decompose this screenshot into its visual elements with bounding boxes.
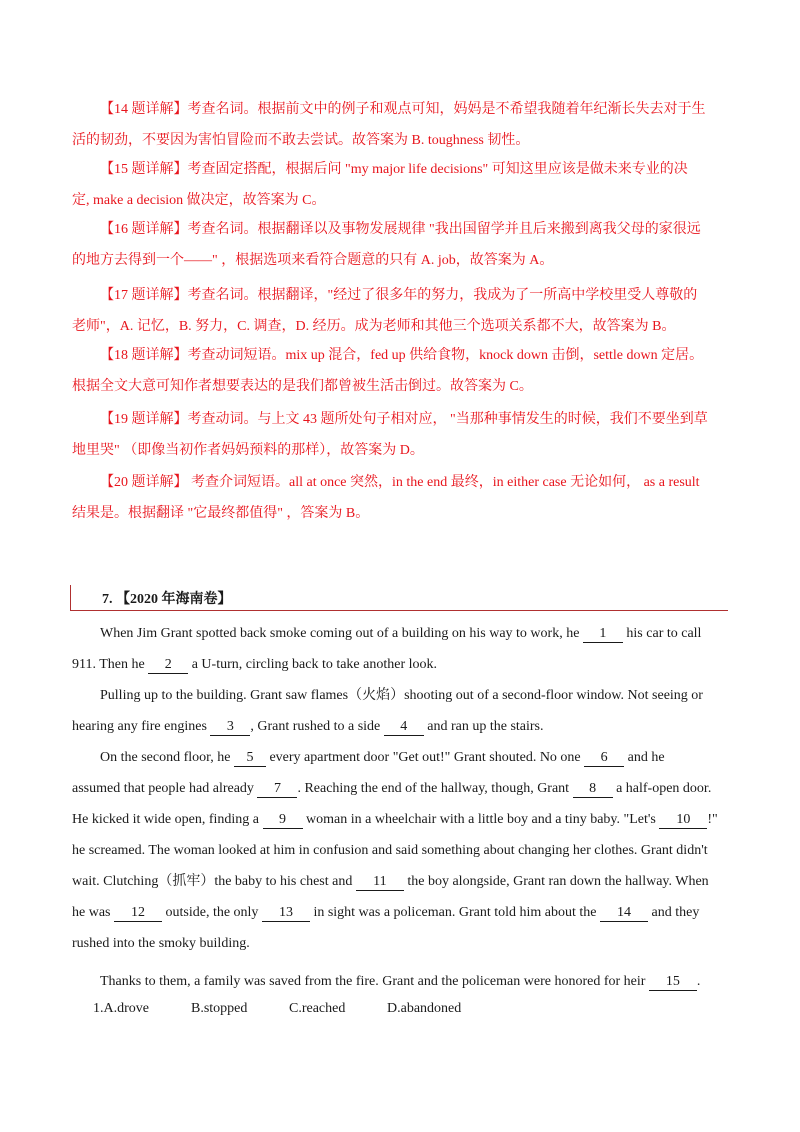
passage-text: When Jim Grant spotted back smoke coming out of a building on his way to work, he (100, 626, 583, 641)
passage-text: his car to call (622, 626, 702, 641)
blank-1[interactable]: 1 (583, 626, 623, 643)
passage-text: a U-turn, circling back to take another look. (188, 657, 438, 672)
answer-text: 的地方去得到一个——" ，根据选项来看符合题意的只有 A. job，故答案为 A。 (72, 253, 554, 268)
passage-text: wait. Clutching（抓牢）the baby to his chest and (72, 874, 356, 889)
option-a[interactable]: 1.A.drove (93, 1001, 149, 1016)
answer-16 (72, 214, 732, 276)
blank-10[interactable]: 10 (659, 812, 707, 829)
passage-text: On the second floor, he (100, 750, 234, 765)
passage-paragraph-1 (72, 618, 732, 680)
answer-text: 活的韧劲，不要因为害怕冒险而不敢去尝试。故答案为 B. toughness 韧性。 (72, 133, 530, 148)
blank-15[interactable]: 15 (649, 974, 697, 991)
blank-7[interactable]: 7 (257, 781, 297, 798)
answer-text: 老师"，A. 记忆，B. 努力，C. 调查，D. 经历。成为老师和其他三个选项关系都不大，故答案为 B。 (72, 319, 676, 334)
passage-text: every apartment door "Get out!" Grant shouted. No one (265, 750, 585, 765)
blank-3[interactable]: 3 (210, 719, 250, 736)
passage-text: outside, the only (162, 905, 262, 920)
answer-text: 【18 题详解】考查动词短语。mix up 混合，fed up 供给食物，knock down 击倒，settle down 定居。 (100, 348, 704, 363)
passage-text: and he (624, 750, 665, 765)
passage-text: a half-open door. (612, 781, 712, 796)
blank-11[interactable]: 11 (356, 874, 404, 891)
blank-2[interactable]: 2 (148, 657, 188, 674)
blank-6[interactable]: 6 (584, 750, 624, 767)
blank-8[interactable]: 8 (573, 781, 613, 798)
heading-rule-bottom (70, 610, 728, 611)
answer-text: 【15 题详解】考查固定搭配，根据后问 "my major life decisions" 可知这里应该是做未来专业的决 (100, 162, 688, 177)
passage-text: he screamed. The woman looked at him in confusion and said something about changing her clothes. Grant didn't (72, 843, 708, 858)
blank-12[interactable]: 12 (114, 905, 162, 922)
answer-text: 【19 题详解】考查动词。与上文 43 题所处句子相对应， "当那种事情发生的时候，我们不要坐到草 (100, 412, 708, 427)
blank-14[interactable]: 14 (600, 905, 648, 922)
section-heading (70, 585, 728, 611)
passage-paragraph-4 (72, 966, 732, 997)
answer-17 (72, 280, 732, 342)
passage-text: he was (72, 905, 114, 920)
passage-text: . (696, 974, 701, 989)
option-b[interactable]: B.stopped (191, 1001, 248, 1016)
passage-text: and they (648, 905, 700, 920)
option-c[interactable]: C.reached (289, 1001, 346, 1016)
answer-18 (72, 340, 732, 402)
answer-14 (72, 94, 732, 156)
answer-15 (72, 154, 732, 216)
blank-9[interactable]: 9 (263, 812, 303, 829)
passage-text: 911. Then he (72, 657, 149, 672)
passage-paragraph-2 (72, 680, 732, 742)
passage-text: hearing any fire engines (72, 719, 211, 734)
passage-text: !" (707, 812, 718, 827)
passage-text: . Reaching the end of the hallway, though, Grant (297, 781, 573, 796)
answer-text: 【17 题详解】考查名词。根据翻译，"经过了很多年的努力，我成为了一所高中学校里受人尊敬的 (100, 288, 698, 303)
passage-text: in sight was a policeman. Grant told him about the (309, 905, 600, 920)
passage-paragraph-3 (72, 742, 732, 959)
answer-text: 【14 题详解】考查名词。根据前文中的例子和观点可知，妈妈是不希望我随着年纪渐长失去对于生 (100, 102, 706, 117)
answer-text: 【16 题详解】考查名词。根据翻译以及事物发展规律 "我出国留学并且后来搬到离我父母的家很远 (100, 222, 701, 237)
option-d[interactable]: D.abandoned (387, 1001, 462, 1016)
question-1-options (93, 997, 461, 1021)
answer-19 (72, 404, 732, 466)
passage-text: the boy alongside, Grant ran down the hallway. When (403, 874, 709, 889)
section-title: 7. 【2020 年海南卷】 (102, 592, 232, 607)
blank-4[interactable]: 4 (384, 719, 424, 736)
answer-text: 【20 题详解】 考查介词短语。all at once 突然，in the end 最终，in either case 无论如何， as a result (100, 475, 700, 490)
passage-text: Pulling up to the building. Grant saw flames（火焰）shooting out of a second-floor window. Not seeing or (100, 688, 703, 703)
passage-text: Thanks to them, a family was saved from the fire. Grant and the policeman were honored for heir (100, 974, 649, 989)
answer-text: 结果是。根据翻译 "它最终都值得" ，答案为 B。 (72, 506, 370, 521)
passage-text: rushed into the smoky building. (72, 936, 250, 951)
answer-text: 根据全文大意可知作者想要表达的是我们都曾被生活击倒过。故答案为 C。 (72, 379, 533, 394)
passage-text: and ran up the stairs. (423, 719, 544, 734)
passage-text: woman in a wheelchair with a little boy and a tiny baby. "Let's (302, 812, 660, 827)
passage-text: , Grant rushed to a side (250, 719, 384, 734)
blank-13[interactable]: 13 (262, 905, 310, 922)
passage-text: He kicked it wide open, finding a (72, 812, 263, 827)
blank-5[interactable]: 5 (234, 750, 266, 767)
answer-text: 地里哭" （即像当初作者妈妈预料的那样），故答案为 D。 (72, 443, 424, 458)
answer-text: 定, make a decision 做决定，故答案为 C。 (72, 193, 326, 208)
heading-rule-left (70, 585, 71, 611)
answer-20 (72, 467, 732, 529)
passage-text: assumed that people had already (72, 781, 258, 796)
